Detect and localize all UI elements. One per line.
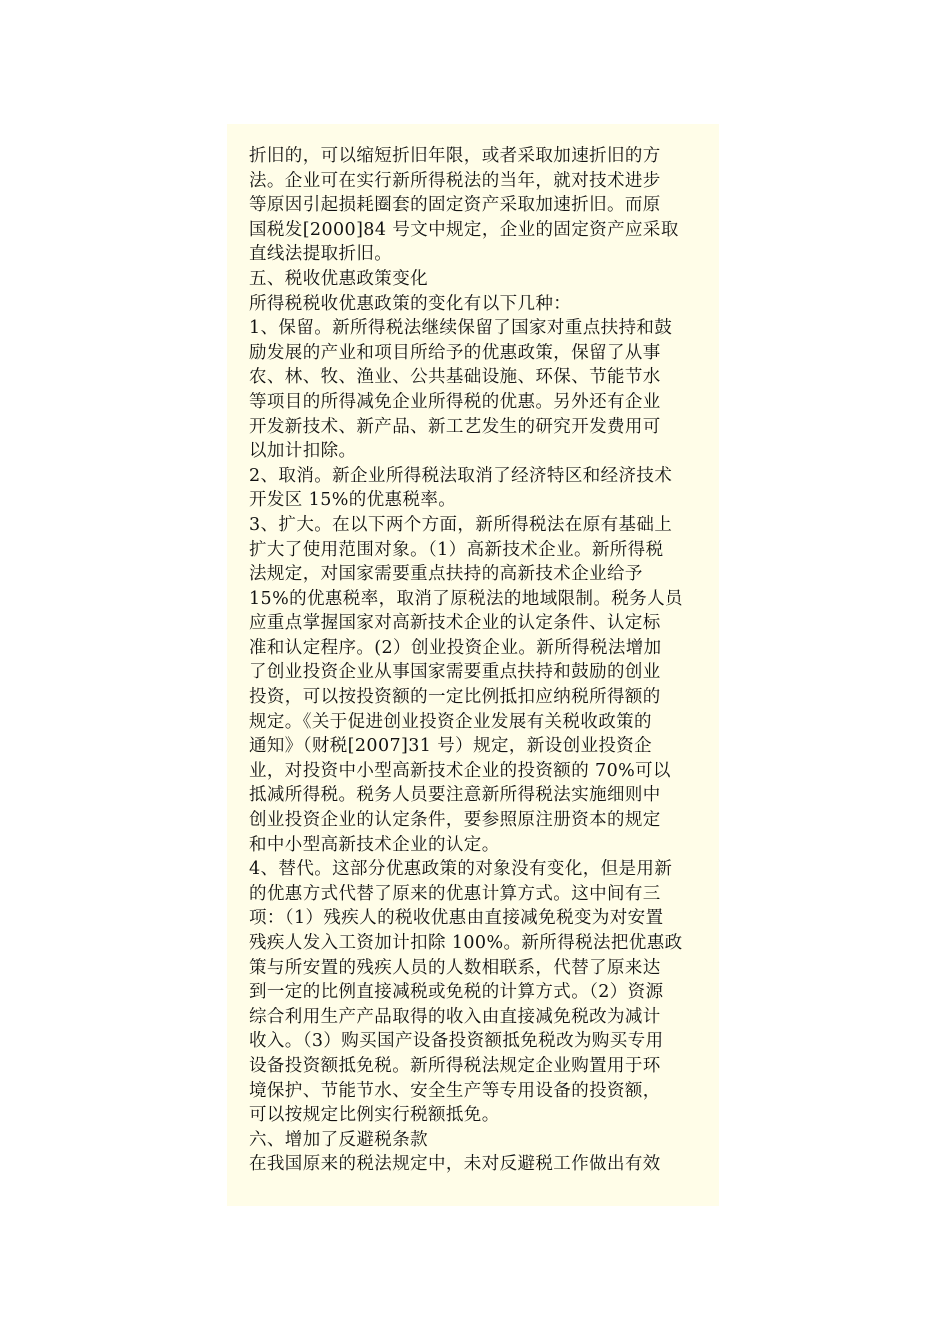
text-line: 设备投资额抵免税。新所得税法规定企业购置用于环 [249,1055,661,1076]
text-line: 开发新技术、新产品、新工艺发生的研究开发费用可 [249,416,661,437]
document-body [249,144,704,1177]
text-line: 和中小型高新技术企业的认定。 [249,834,500,855]
text-line: 残疾人发入工资加计扣除 100%。新所得税法把优惠政 [249,933,683,953]
text-line: 15%的优惠税率，取消了原税法的地域限制。税务人员 [249,588,683,609]
text-line: 投资，可以按投资额的一定比例抵扣应纳税所得额的 [249,687,661,708]
text-line: 国税发[2000]84 号文中规定，企业的固定资产应采取 [249,219,679,240]
text-line: 法规定，对国家需要重点扶持的高新技术企业给予 [249,564,643,585]
text-line: 2、取消。新企业所得税法取消了经济特区和经济技术 [249,465,673,486]
text-line: 了创业投资企业从事国家需要重点扶持和鼓励的创业 [249,662,661,683]
text-line: 等原因引起损耗圈套的固定资产采取加速折旧。而原 [249,195,661,216]
text-line: 励发展的产业和项目所给予的优惠政策，保留了从事 [249,342,661,363]
text-line: 通知》（财税[2007]31 号）规定，新设创业投资企 [249,736,653,757]
text-line: 以加计扣除。 [249,441,357,462]
text-line: 开发区 15%的优惠税率。 [249,490,457,511]
text-line: 4、替代。这部分优惠政策的对象没有变化，但是用新 [249,859,673,880]
text-line: 准和认定程序。(2）创业投资企业。新所得税法增加 [249,637,662,658]
text-line: 创业投资企业的认定条件，要参照原注册资本的规定 [249,810,661,831]
text-line: 收入。（3）购买国产设备投资额抵免税改为购买专用 [249,1031,664,1052]
text-line: 应重点掌握国家对高新技术企业的认定条件、认定标 [249,613,661,634]
text-line: 1、保留。新所得税法继续保留了国家对重点扶持和鼓 [249,318,673,339]
text-line: 在我国原来的税法规定中，未对反避税工作做出有效 [249,1154,661,1175]
text-line: 项：（1）残疾人的税收优惠由直接减免税变为对安置 [249,908,664,929]
text-line: 直线法提取折旧。 [249,244,393,265]
text-line: 到一定的比例直接减税或免税的计算方式。（2）资源 [249,982,664,1003]
text-line: 的优惠方式代替了原来的优惠计算方式。这中间有三 [249,883,661,904]
text-line: 3、扩大。在以下两个方面，新所得税法在原有基础上 [249,514,673,535]
text-line: 折旧的，可以缩短折旧年限，或者采取加速折旧的方 [249,146,661,166]
text-line: 等项目的所得减免企业所得税的优惠。另外还有企业 [249,391,661,412]
text-line: 业，对投资中小型高新技术企业的投资额的 70%可以 [249,760,671,781]
text-line: 境保护、节能节水、安全生产等专用设备的投资额， [249,1080,661,1101]
text-line: 抵减所得税。税务人员要注意新所得税法实施细则中 [249,785,661,806]
text-line: 扩大了使用范围对象。（1）高新技术企业。新所得税 [249,539,664,560]
text-line: 规定。《关于促进创业投资企业发展有关税收政策的 [249,711,652,732]
text-line: 策与所安置的残疾人员的人数相联系，代替了原来达 [249,957,661,978]
text-line: 法。企业可在实行新所得税法的当年，就对技术进步 [249,170,661,191]
text-line: 六、增加了反避税条款 [249,1129,428,1150]
text-line: 五、税收优惠政策变化 [249,268,428,289]
text-line: 综合利用生产产品取得的收入由直接减免税改为减计 [249,1006,661,1027]
text-line: 所得税税收优惠政策的变化有以下几种： [249,293,572,314]
text-line: 农、林、牧、渔业、公共基础设施、环保、节能节水 [249,367,661,388]
text-line: 可以按规定比例实行税额抵免。 [249,1105,500,1126]
